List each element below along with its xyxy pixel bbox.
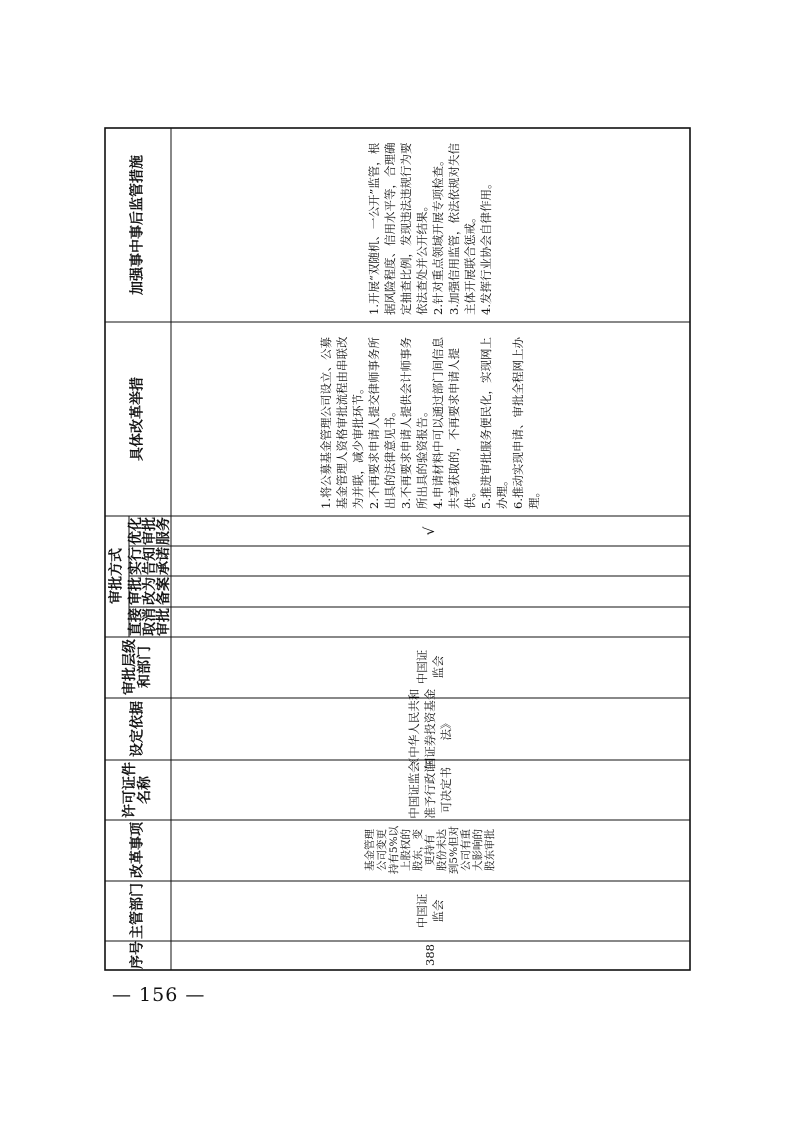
header-method-notice: 实行 告知 承诺	[128, 547, 172, 575]
header-reform: 具体改革举措	[129, 377, 146, 461]
cell-item: 基金管理 公司变更 持有5%以 上股权的 股东，变 更持有 股份未达 到5%但对 公司有重 大影响的 股东审批	[364, 825, 496, 875]
cell-level: 中国证 监会	[415, 649, 445, 685]
cell-dept: 中国证 监会	[415, 893, 445, 929]
cell-supervision: 1.开展“双随机、一公开”监管，根据风险程度、信用水平等，合理确定抽查比例，发现违法违规行为要依法查处并公开结果。 2.针对重点领域开展专项检查。 3.加强信用监管，依法依规对失信主体开展联合惩戒。 4.发挥行业协会自律作用。	[367, 142, 493, 315]
header-level: 审批层级 和部门	[122, 639, 153, 695]
cell-license: 中国证监会 准予行政许 可决定书	[407, 761, 453, 819]
header-supervision: 加强事中事后监管措施	[129, 155, 146, 295]
header-method-filing: 审批 改为 备案	[128, 577, 172, 605]
cell-method-optimize: √	[422, 526, 438, 536]
header-item: 改革事项	[129, 822, 146, 878]
cell-reform: 1.将公募基金管理公司设立、公募基金管理人资格审批流程由串联改为并联，减少审批环节。 2.不再要求申请人提交律师事务所出具的法律意见书。 3.不再要求申请人提供会计师事务所出具的验资报告。 4.申请材料中可以通过部门间信息共享获取的，不再要求申请人提供。 5.推进审批服务便民化，实现网上办理。 6.推动实现申请、审批全程网上办理。	[319, 336, 541, 509]
header-method-optimize: 优化 审批 服务	[128, 517, 172, 545]
cell-basis: 《中华人民共和 国证券投资基金 法》	[407, 688, 453, 770]
page-number: — 156 —	[112, 984, 206, 1006]
header-seq: 序号	[129, 941, 146, 969]
header-dept: 主管部门	[129, 883, 146, 939]
header-method-group: 审批方式	[108, 548, 125, 604]
header-license: 许可证件 名称	[122, 762, 153, 818]
cell-seq: 388	[423, 944, 437, 966]
header-basis: 设定依据	[129, 701, 146, 757]
header-method-cancel: 直接 取消 审批	[128, 608, 172, 636]
